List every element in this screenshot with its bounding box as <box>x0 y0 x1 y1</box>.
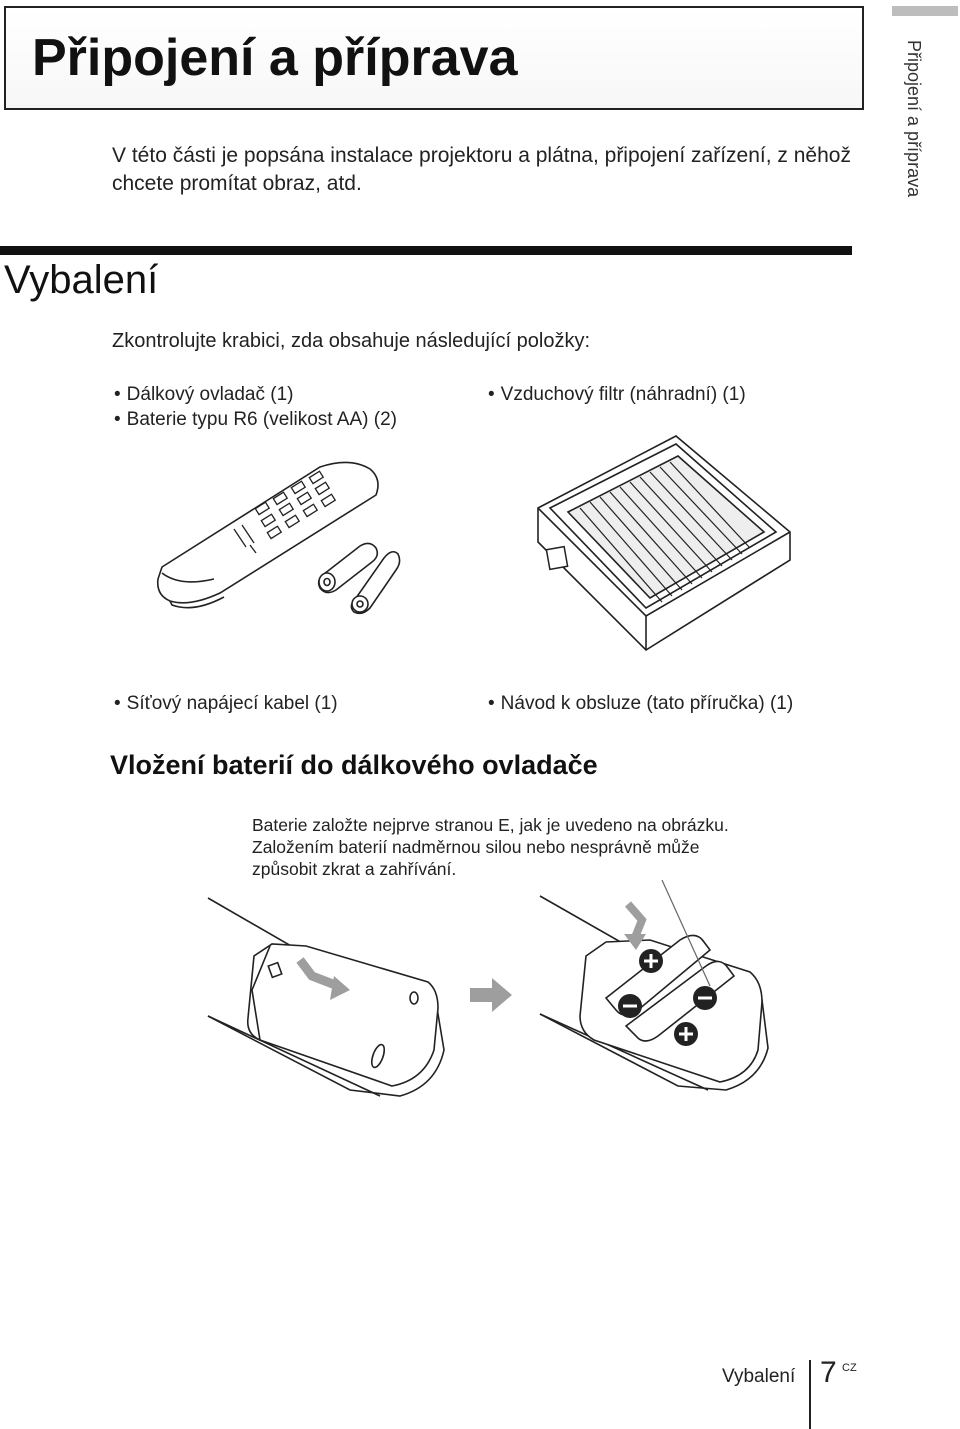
footer-section-name: Vybalení <box>722 1366 796 1387</box>
page-number: 7 <box>820 1356 837 1389</box>
bullet-icon: • <box>114 384 121 405</box>
air-filter-illustration <box>528 432 796 658</box>
item-label: Vzduchový filtr (náhradní) (1) <box>500 384 746 405</box>
item-label: Návod k obsluze (tato příručka) (1) <box>500 693 794 714</box>
instruction-line: způsobit zkrat a zahřívání. <box>252 859 457 879</box>
section-rule <box>0 246 852 255</box>
instruction-line: Baterie založte nejprve stranou E, jak je uvedeno na obrázku. <box>252 815 729 835</box>
direction-arrow-icon <box>470 978 512 1012</box>
item-label: Dálkový ovladač (1) <box>126 384 294 405</box>
language-code: CZ <box>842 1362 857 1374</box>
side-tab-label: Připojení a příprava <box>904 40 924 198</box>
remote-cover-illustration <box>200 890 450 1100</box>
section-title: Vybalení <box>4 258 159 302</box>
item-label: Síťový napájecí kabel (1) <box>126 693 338 714</box>
page-title-box <box>4 6 864 110</box>
batteries-illustration <box>312 540 402 616</box>
list-item-batteries <box>114 409 397 431</box>
bullet-icon: • <box>488 693 495 714</box>
footer-divider <box>809 1360 811 1429</box>
page-title: Připojení a příprava <box>32 29 518 87</box>
side-tab-marker <box>892 6 958 16</box>
list-item-manual <box>488 693 793 715</box>
subsection-title: Vložení baterií do dálkového ovladače <box>110 750 598 780</box>
instruction-line: Založením baterií nadměrnou silou nebo nesprávně může <box>252 837 700 857</box>
check-text: Zkontrolujte krabici, zda obsahuje následující položky: <box>112 330 591 352</box>
bullet-icon: • <box>488 384 495 405</box>
list-item-remote <box>114 384 294 406</box>
bullet-icon: • <box>114 409 121 430</box>
item-label: Baterie typu R6 (velikost AA) (2) <box>126 409 397 430</box>
instructions-text <box>252 814 812 880</box>
intro-text: V této části je popsána instalace projektoru a plátna, připojení zařízení, z něhož chcete promítat obraz, atd. <box>112 144 851 195</box>
list-item-cable <box>114 693 338 715</box>
bullet-icon: • <box>114 693 121 714</box>
list-item-filter <box>488 384 746 406</box>
remote-batteries-inserted-illustration <box>530 880 780 1100</box>
